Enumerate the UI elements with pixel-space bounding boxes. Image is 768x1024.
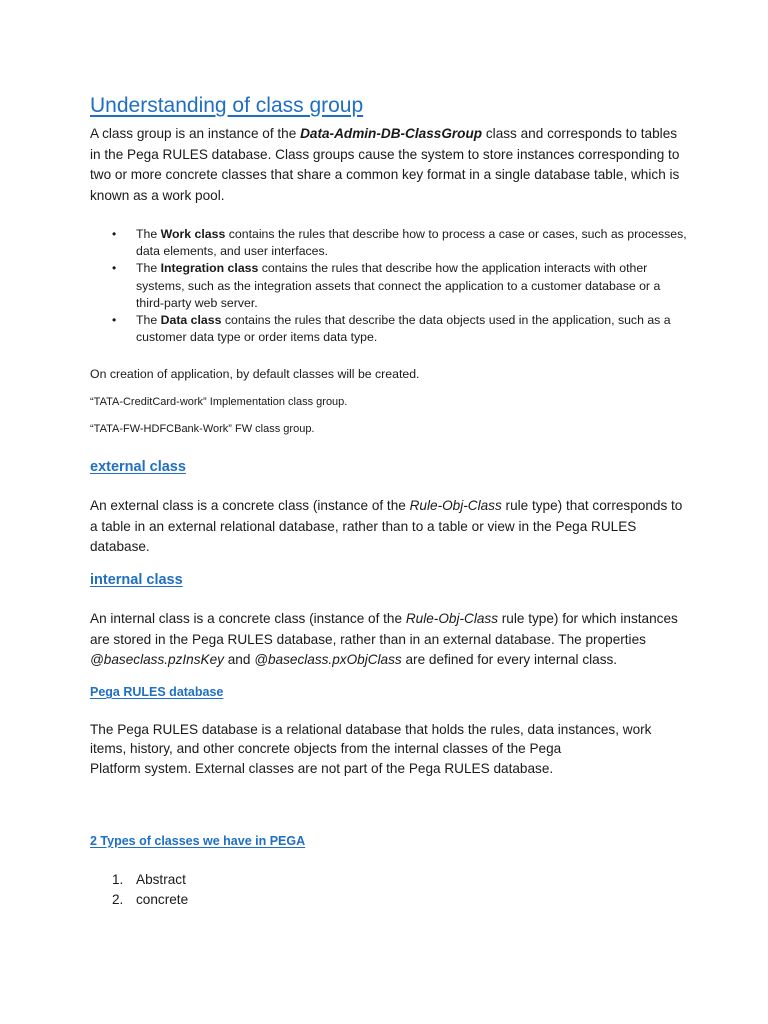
external-text-after: rule type) that corresponds to a table in an external relational database, rather than to a table or view in the Pega RULES database. [90, 498, 683, 554]
internal-prop-inskey: @baseclass.pzInsKey [90, 652, 224, 667]
bullet-item-data-class [90, 312, 690, 346]
internal-text-middle: rule type) for which instances are stored in the Pega RULES database, rather than in an external database. The properties [90, 611, 678, 647]
external-class-heading: external class [90, 459, 186, 475]
intro-text-before: A class group is an instance of the [90, 126, 301, 141]
list-item-label: Abstract [136, 872, 186, 887]
intro-class-name: Data-Admin-DB-ClassGroup [300, 126, 483, 141]
intro-paragraph [90, 124, 690, 206]
bullet-marker: • [112, 227, 117, 241]
bullet-prefix: The [136, 227, 161, 241]
list-number: 1. [112, 872, 124, 887]
list-item-abstract [90, 870, 188, 890]
bullet-text: contains the rules that describe the data objects used in the application, such as a customer data type or order items data type. [136, 313, 671, 345]
internal-text-after: are defined for every internal class. [401, 652, 618, 667]
internal-class-paragraph [90, 609, 690, 671]
internal-class-heading: internal class [90, 572, 183, 588]
internal-text-before: An internal class is a concrete class (instance of the [90, 611, 406, 626]
bullet-prefix: The [136, 313, 161, 328]
bullet-item-work-class [90, 226, 690, 260]
fw-class-group: “TATA-FW-HDFCBank-Work” FW class group. [90, 423, 315, 435]
class-types-list [90, 870, 188, 910]
external-class-paragraph [90, 496, 690, 558]
bullet-text: contains the rules that describe how the application interacts with other systems, such as the integration assets that connect the application to a customer database or a third-party web server. [136, 261, 661, 310]
implementation-class-group: “TATA-CreditCard-work” Implementation class group. [90, 396, 348, 408]
bullet-text: contains the rules that describe how to process a case or cases, such as processes, data elements, and user interfaces. [136, 227, 687, 259]
bullet-marker: • [112, 261, 117, 276]
class-bullet-list [90, 226, 690, 346]
pega-rules-db-line-1: The Pega RULES database is a relational database that holds the rules, data instances, work [90, 722, 652, 737]
bullet-term: Integration class [160, 261, 259, 276]
page-title: Understanding of class group [90, 94, 364, 117]
list-number: 2. [112, 892, 124, 907]
bullet-prefix: The [136, 261, 161, 276]
list-item-concrete [90, 890, 188, 910]
intro-text-after: class and corresponds to tables in the Pega RULES database. Class groups cause the system to store instances corresponding to two or more concrete classes that share a common key format in a single database table, which is known as a work pool. [90, 126, 680, 203]
external-rule-type: Rule-Obj-Class [409, 498, 502, 513]
creation-note: On creation of application, by default classes will be created. [90, 367, 420, 381]
internal-rule-type: Rule-Obj-Class [405, 611, 498, 626]
bullet-term: Work class [160, 227, 226, 241]
list-item-label: concrete [136, 892, 189, 907]
bullet-term: Data class [160, 313, 222, 328]
bullet-marker: • [112, 313, 117, 328]
pega-rules-db-heading: Pega RULES database [90, 685, 224, 699]
internal-text-and: and [223, 652, 255, 667]
class-types-heading: 2 Types of classes we have in PEGA [90, 834, 306, 848]
bullet-item-integration-class [90, 260, 690, 312]
pega-rules-db-line-2: items, history, and other concrete objects from the internal classes of the Pega [90, 741, 562, 756]
internal-prop-objclass: @baseclass.pxObjClass [254, 652, 402, 667]
pega-rules-db-line-3: Platform system. External classes are not part of the Pega RULES database. [90, 761, 554, 776]
external-text-before: An external class is a concrete class (instance of the [90, 498, 410, 513]
